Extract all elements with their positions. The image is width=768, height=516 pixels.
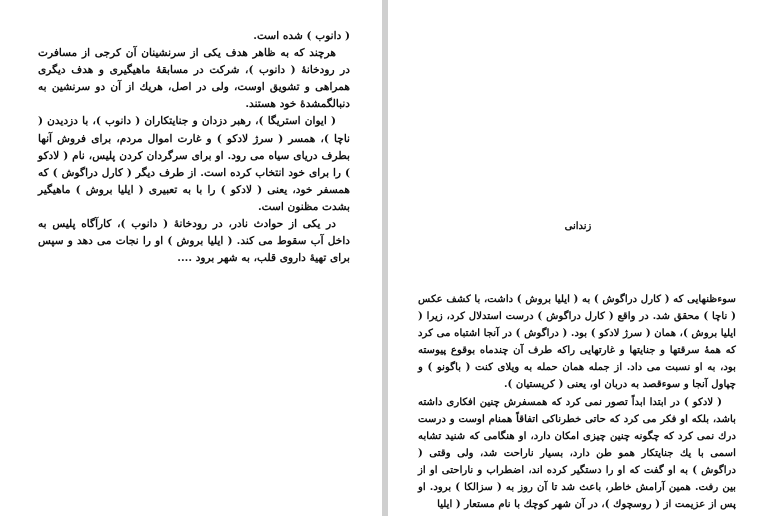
chapter-title: زندانی <box>564 221 592 232</box>
left-paragraph-1: ( دانوب ) شده است. <box>253 30 350 42</box>
left-paragraph-2: هرچند که به ظاهر هدف یکی از سرنشینان آن کرجی از مسافرت در رودخانهٔ ( دانوب )، شرکت در مسابقهٔ ماهیگیری و هدف دیگری همراهی و تشویق اوست، ولی در اصل، هریك از آن دو سرنشین به دنبالگمشدهٔ خود هستند. <box>38 47 350 111</box>
right-page <box>388 0 768 516</box>
left-paragraph-4: در یکی از حوادث نادر، در رودخانهٔ ( دانوب )، کارآگاه پلیس به داخل آب سقوط می کند. ( ایلیا بروش ) او را نجات می دهد و سپس برای تهیهٔ داروی قلب، به شهر برود .... <box>38 218 350 265</box>
right-page-body <box>418 291 736 513</box>
right-paragraph-1: سوءظنهایی که ( کارل دراگوش ) به ( ایلیا بروش ) داشت، با کشف عکس ( ناچا ) محقق شد. در واقع ( کارل دراگوش ) درست استدلال کرد، زیرا ( ایلیا بروش )، همان ( سرژ لادکو ) بود. ( دراگوش ) در آنجا اشتباه می کرد که همهٔ سرقتها و جنایتها و غارتهایی راکه طرف آن چندماه بوقوع پیوسته بود، به او نسبت می داد. از جمله همان حمله به ویلای کنت ( باگونو ) و چپاول آنجا و سوءقصد به دربان او، یعنی ( کریستیان ). <box>418 293 736 391</box>
left-page <box>0 0 382 516</box>
right-paragraph-2: ( لادکو ) در ابتدا ابداً تصور نمی کرد که همسفرش چنین افکاری داشته باشد، بلکه او فکر می کرد که حاتی خطرناکی اتفاقاً همنام اوست و درست درك نمی کرد که چگونه چنین چیزی امکان دارد، او هنگامی که شنید تشابه اسمی با یك جنایتکار همو طن دارد، بسیار ناراحت شد، ولی وقتی ( دراگوش ) به او گفت که او را دستگیر کرده اند، اضطراب و ناراحتی او از بین رفت. همین آرامش خاطر، باعث شد تا آن روز به ( سزالکا ) برود. او پس از عزیمت از ( روسچوك )، در آن شهر کوچك با نام مستعار ( ایلیا <box>418 395 736 511</box>
left-page-body <box>38 28 350 267</box>
left-paragraph-3: ( ایوان استریگا )، رهبر دزدان و جنایتکاران ( دانوب )، با دزدیدن ( ناچا )، همسر ( سرژ لادکو ) و غارت اموال مردم، برای فروش آنها بطرف دریای سیاه می رود. او برای سرگردان کردن پلیس، نام ( لادکو ) را برای خود انتخاب کرده است. از طرف دیگر ( کارل دراگوش ) که همسفر خود، یعنی ( لادکو ) را با به تعبیری ( ایلیا بروش ) ماهیگیر بشدت مظنون است. <box>38 115 350 213</box>
